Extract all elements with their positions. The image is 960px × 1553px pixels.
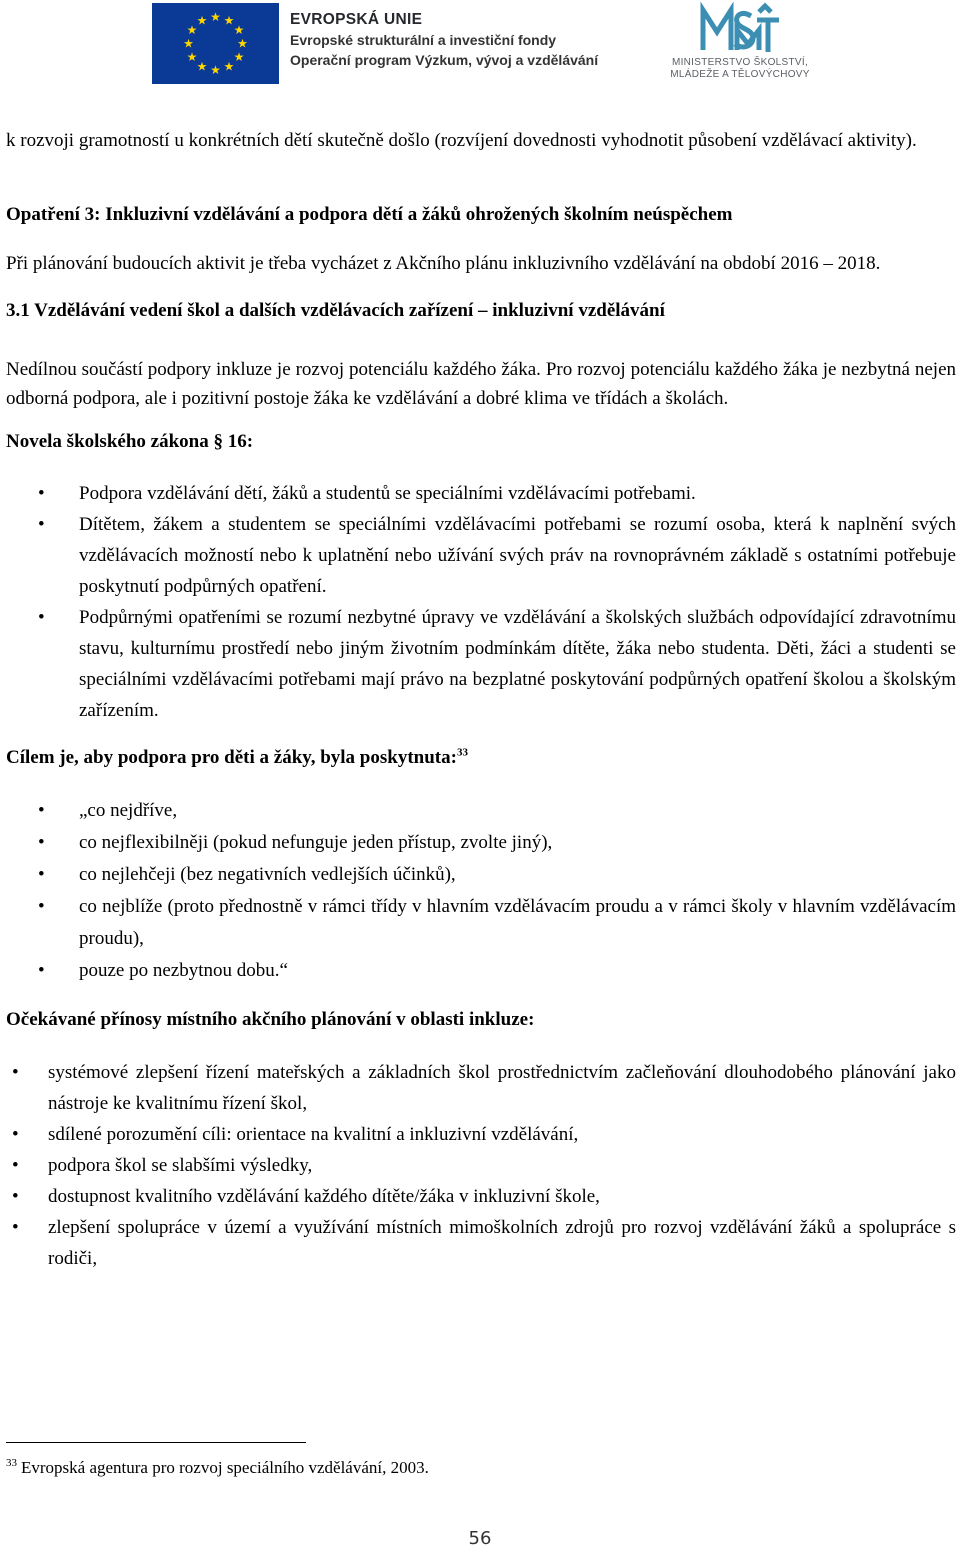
bullet-icon: • [38,960,45,981]
svg-text:★: ★ [237,36,248,51]
bullet-icon: • [12,1217,19,1238]
list-item-text: pouze po nezbytnou dobu.“ [79,960,288,981]
eu-program-line: Operační program Výzkum, vývoj a vzdělávání [290,52,599,68]
intro-paragraph: k rozvoji gramotností u konkrétních dětí skutečně došlo (rozvíjení dovednosti vyhodnotit působení vzdělávací aktivity). [6,130,917,151]
page-header [0,0,960,92]
footnote-mark: 33 [6,1457,17,1470]
eu-title: EVROPSKÁ UNIE [290,11,423,28]
list-item [6,827,956,859]
goal-heading-text: Cílem je, aby podpora pro děti a žáky, byla poskytnuta: [6,747,457,768]
footnote-divider [6,1442,306,1443]
planning-paragraph: Při plánování budoucích aktivit je třeba vycházet z Akčního plánu inkluzivního vzdělávání na období 2016 – 2018. [6,253,881,274]
list-item-text: „co nejdříve, [79,800,178,821]
bullet-icon: • [38,483,45,504]
list-item-text: co nejlehčeji (bez negativních vedlejších účinků), [79,864,456,885]
svg-text:★: ★ [233,50,245,64]
goal-heading [6,743,956,773]
list-item [6,1119,956,1150]
bullet-icon: • [38,864,45,885]
footnote [6,1456,429,1480]
list-item [6,1150,956,1181]
bullet-icon: • [38,896,45,917]
benefits-heading: Očekávané přínosy místního akčního plánování v oblasti inkluze: [6,1009,535,1030]
eu-stars-icon [152,3,279,84]
bullet-icon: • [38,832,45,853]
list-item [6,1181,956,1212]
list-item-text: co nejflexibilněji (pokud nefunguje jeden přístup, zvolte jiný), [79,832,553,853]
bullet-icon: • [38,514,45,535]
footnote-text: Evropská agentura pro rozvoj speciálního vzdělávání, 2003. [21,1458,429,1477]
list-item-text: dostupnost kvalitního vzdělávání každého dítěte/žáka v inkluzivní škole, [48,1186,600,1207]
list-item [6,602,956,726]
section-paragraph: Nedílnou součástí podpory inkluze je rozvoj potenciálu každého žáka. Pro rozvoj potenciálu každého žáka je nezbytná nejen odborná podpora, ale i pozitivní postoje žáka ke vzdělávání a dobré klima ve třídách a školách. [6,359,956,409]
msmt-logo [655,2,820,87]
svg-text:★: ★ [223,59,235,74]
list-item-text: systémové zlepšení řízení mateřských a základních škol prostřednictvím začleňování dlouhodobého plánování jako nástroje ke kvalitnímu řízení škol, [48,1062,956,1114]
svg-text:★: ★ [210,10,221,24]
list-item [6,1212,956,1274]
list-item-text: Dítětem, žákem a studentem se speciálními vzdělávacími potřebami se rozumí osoba, která k naplnění svých vzdělávacích možností nebo k uplatnění nebo užívání svých práv na rovnoprávném základě s ostatními potřebuje poskytnutí podpůrných opatření. [79,514,956,597]
list-item-text: zlepšení spolupráce v území a využívání místních mimoškolních zdrojů pro rozvoj vzdělávání žáků a spolupráce s rodiči, [48,1217,956,1269]
svg-text:★: ★ [233,23,245,37]
list-item [6,509,956,602]
eu-program-text [290,10,598,70]
msmt-name [655,57,825,81]
svg-text:★: ★ [183,36,194,51]
bullet-icon: • [38,800,45,821]
bullet-icon: • [12,1155,19,1176]
list-item-text: podpora škol se slabšími výsledky, [48,1155,313,1176]
list-item-text: Podpora vzdělávání dětí, žáků a studentů se speciálními vzdělávacími potřebami. [79,483,696,504]
eu-flag-logo [152,3,279,84]
list-item-text: sdílené porozumění cíli: orientace na kvalitní a inkluzivní vzdělávání, [48,1124,579,1145]
section-heading: 3.1 Vzdělávání vedení škol a dalších vzdělávacích zařízení – inkluzivní vzdělávání [6,300,665,321]
list-item [6,891,956,955]
svg-text:★: ★ [196,59,208,74]
benefits-list [6,1057,956,1274]
list-item [6,859,956,891]
list-item [6,478,956,509]
svg-text:★: ★ [196,13,208,28]
msmt-name-line1: MINISTERSTVO ŠKOLSTVÍ, [671,57,809,68]
footnote-reference: 33 [456,746,468,759]
measure-heading: Opatření 3: Inkluzivní vzdělávání a podpora dětí a žáků ohrožených školním neúspěchem [6,204,733,225]
bullet-icon: • [12,1186,19,1207]
msmt-monogram-icon [655,2,820,57]
list-item-text: Podpůrnými opatřeními se rozumí nezbytné úpravy ve vzdělávání a školských službách odpovídající zdravotnímu stavu, kulturnímu prostředí nebo jiným životním podmínkám dítěte, žáka nebo studenta. Děti, žáci a studenti se speciálními vzdělávacími potřebami mají právo na bezplatné poskytování podpůrných opatření školou a školským zařízením. [79,607,956,721]
svg-text:★: ★ [210,63,221,77]
svg-text:★: ★ [186,50,198,64]
list-item [6,955,956,987]
law-heading: Novela školského zákona § 16: [6,431,254,452]
svg-text:★: ★ [186,23,198,37]
bullet-icon: • [12,1124,19,1145]
msmt-name-line2: MLÁDEŽE A TĚLOVÝCHOVY [670,69,810,80]
svg-text:★: ★ [223,13,235,28]
eu-funds-line: Evropské strukturální a investiční fondy [290,32,557,48]
bullet-icon: • [38,607,45,628]
goal-list [6,795,956,987]
bullet-icon: • [12,1062,19,1083]
list-item [6,795,956,827]
law-list [6,478,956,726]
page-number: 56 [468,1528,492,1549]
page-content [6,126,956,1274]
list-item-text: co nejblíže (proto přednostně v rámci třídy v hlavním vzdělávacím proudu a v rámci školy v hlavním vzdělávacím proudu), [79,896,956,949]
list-item [6,1057,956,1119]
